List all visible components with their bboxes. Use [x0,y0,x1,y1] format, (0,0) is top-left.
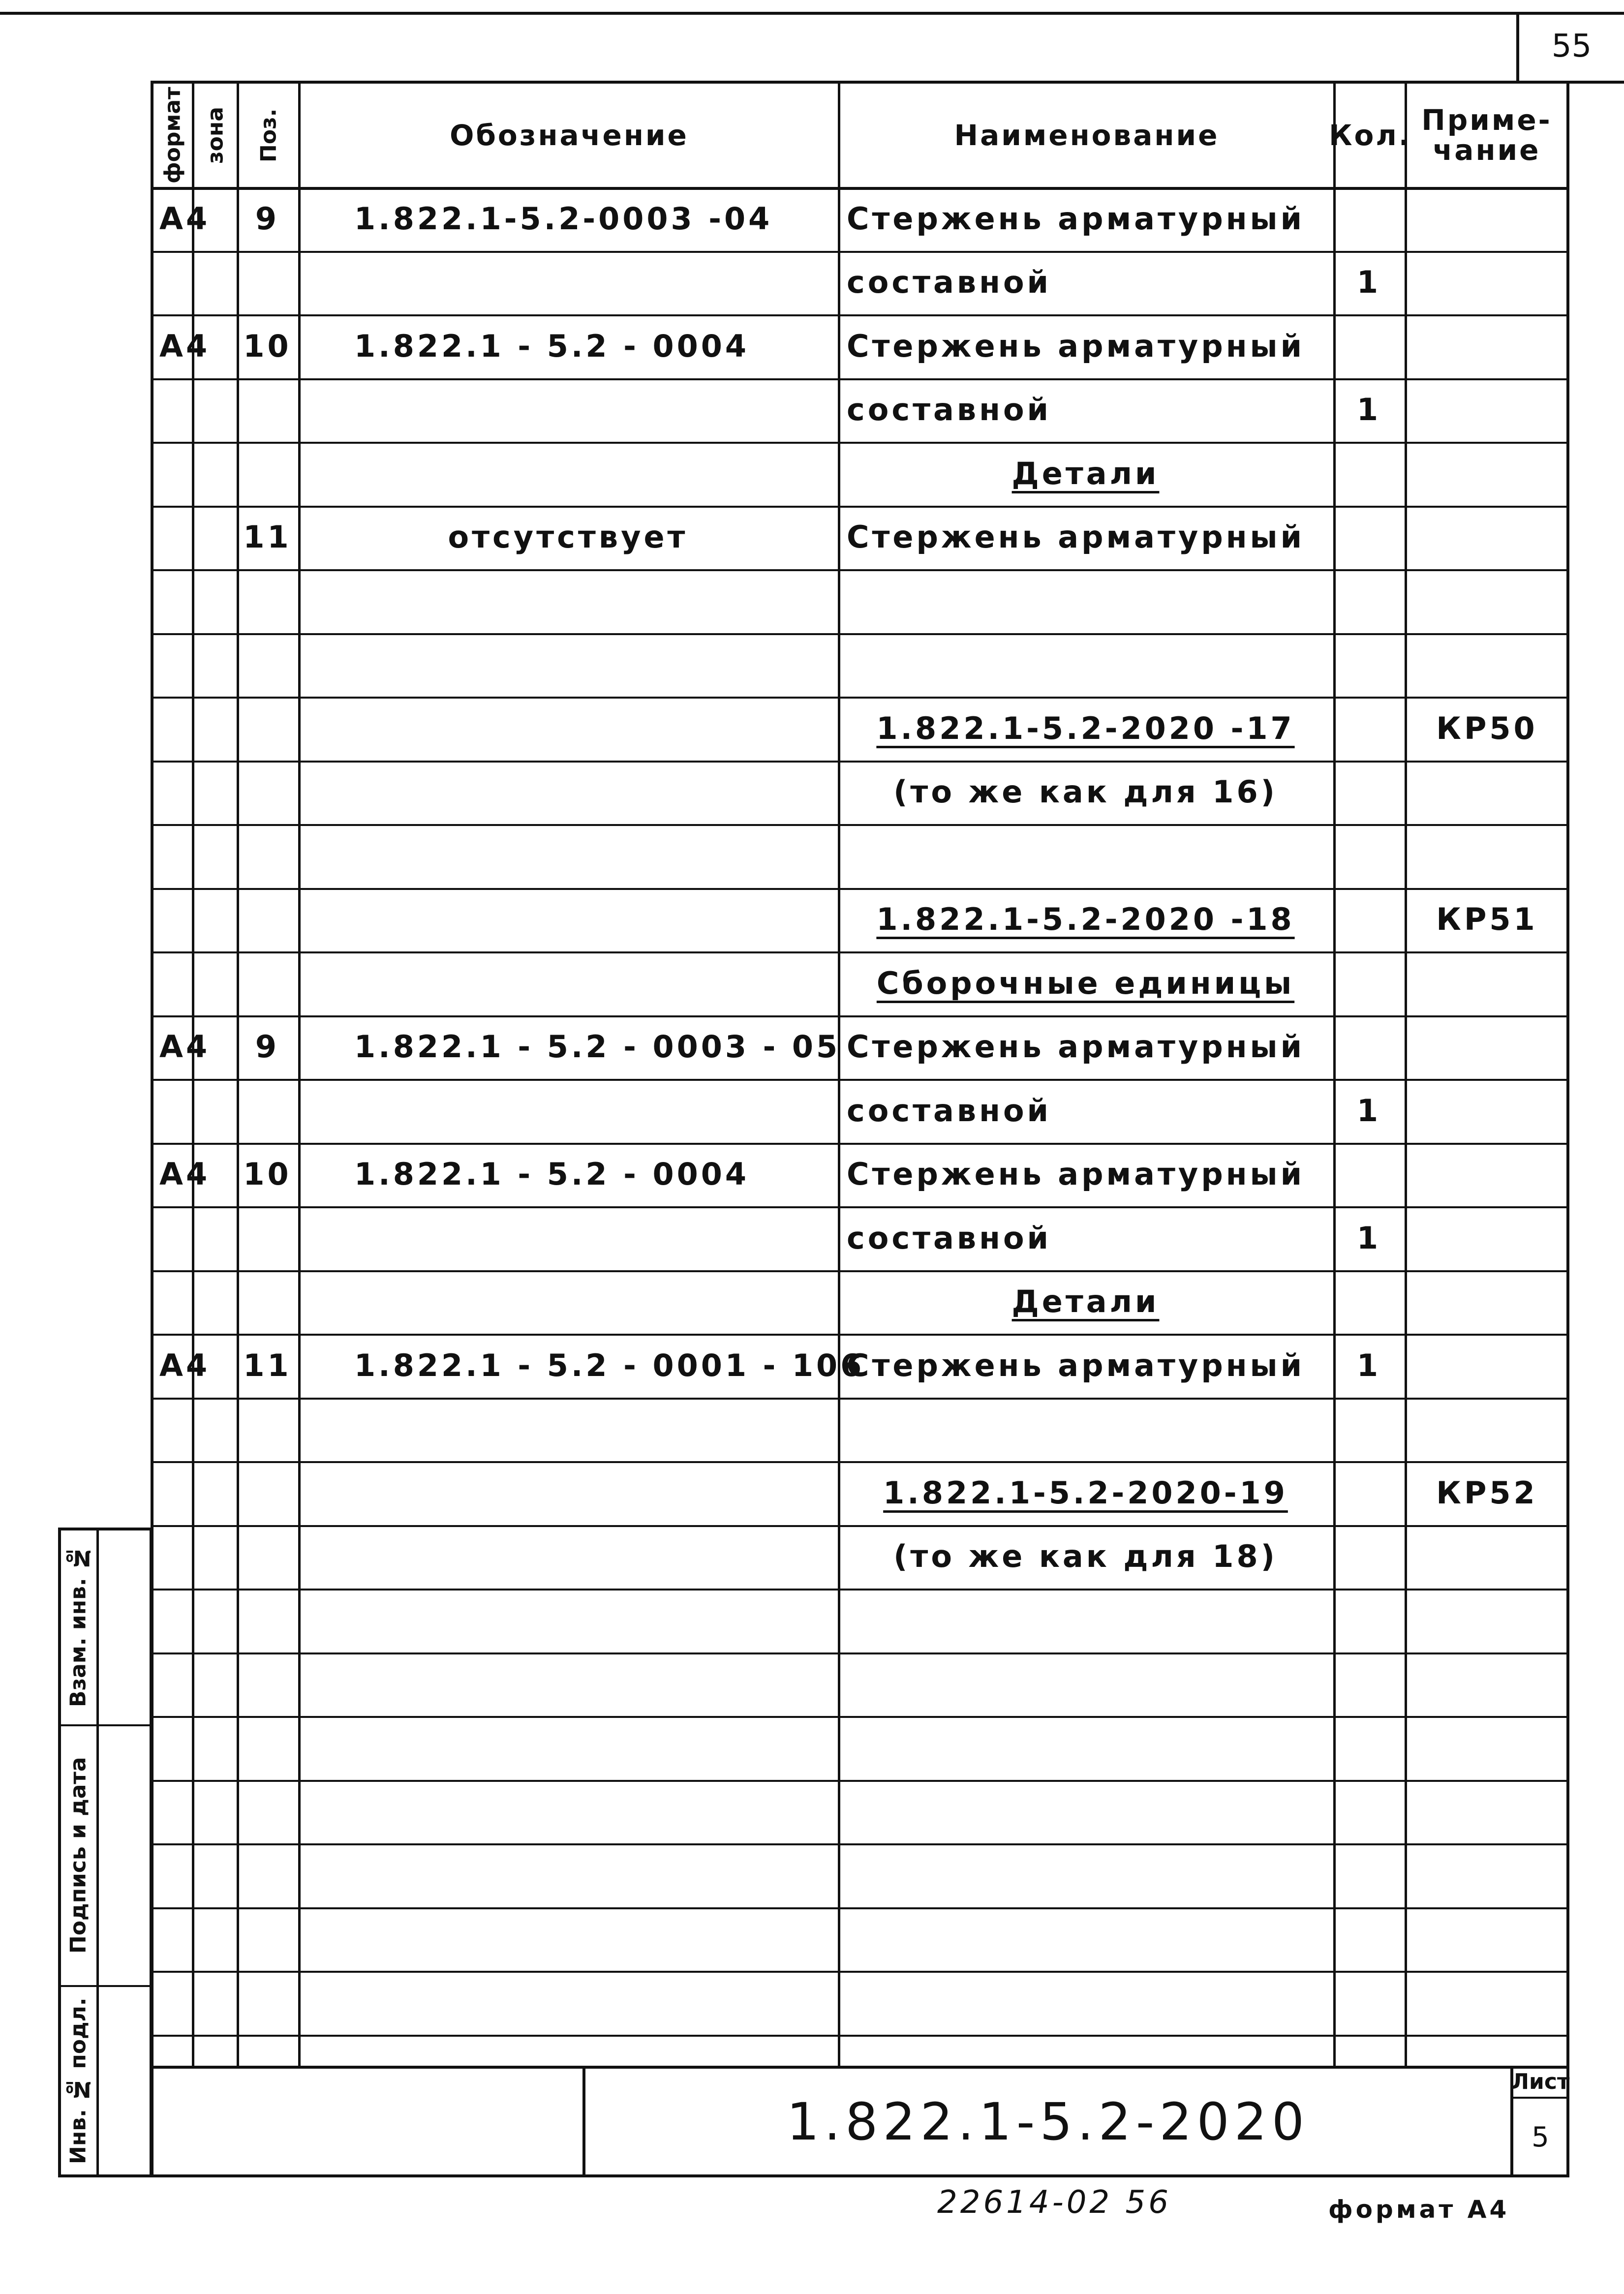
handwritten-number: 22614-02 56 [937,2184,1171,2221]
sheet-label: Лист [1511,2069,1570,2094]
header-name: Наименование [954,118,1220,152]
row-position [239,633,296,696]
row-quantity: 1 [1356,1347,1381,1383]
row-position [239,1525,296,1588]
row-format [153,1461,197,1524]
row-name: Стержень арматурный [847,328,1305,364]
row-note [1407,569,1567,632]
row-note [1407,251,1567,314]
row-format [153,1589,197,1652]
row-position: 9 [255,200,280,237]
row-format [153,251,197,314]
row-note [1407,1589,1567,1652]
row-designation [300,1652,890,1715]
header-note: Приме- чание [1421,103,1552,167]
row-name: составной [847,1092,1051,1129]
side-podpis: Подпись и дата [65,1757,91,1954]
row-note [1407,1971,1567,2034]
row-name [840,1589,1338,1652]
row-designation [300,1589,890,1652]
top-rule [0,12,1624,15]
sheet-number: 5 [1532,2121,1549,2153]
row-quantity [1335,1270,1403,1333]
row-name: Стержень арматурный [847,519,1305,555]
row-position [239,1780,296,1843]
row-designation: 1.822.1 - 5.2 - 0004 [354,1156,749,1192]
row-designation [300,251,890,314]
row-position [239,1652,296,1715]
row-name: 1.822.1-5.2-2020-19 [883,1474,1288,1511]
row-quantity [1335,1907,1403,1970]
side-stamp-divider [96,1528,99,2177]
row-position [239,569,296,632]
row-position [239,1270,296,1333]
row-name [840,569,1338,632]
row-designation [300,378,890,441]
row-quantity [1335,187,1403,250]
row-note [1407,1907,1567,1970]
row-designation [300,442,890,505]
row-name [840,1780,1338,1843]
row-note [1407,187,1567,250]
sheet-top-number: 55 [1516,12,1624,84]
row-designation [300,633,890,696]
row-position [239,378,296,441]
row-format [153,1843,197,1906]
row-quantity [1335,1716,1403,1779]
header-designation: Обозначение [450,118,689,152]
header-qty: Кол. [1329,118,1411,152]
row-format [153,824,197,887]
row-format [153,442,197,505]
row-designation [300,1716,890,1779]
row-position [239,824,296,887]
row-quantity [1335,697,1403,760]
row-quantity: 1 [1356,264,1381,300]
row-quantity [1335,442,1403,505]
row-format [153,1270,197,1333]
row-position [239,1461,296,1524]
row-name: Стержень арматурный [847,200,1305,237]
row-note [1407,1143,1567,1206]
row-name [840,1971,1338,2034]
row-designation: 1.822.1 - 5.2 - 0001 - 106 [354,1347,865,1383]
row-name [840,1398,1338,1461]
row-format: А4 [159,1347,211,1383]
row-note [1407,1843,1567,1906]
row-designation: 1.822.1 - 5.2 - 0004 [354,328,749,364]
row-name [840,633,1338,696]
row-name: Детали [1011,1284,1160,1319]
row-position [239,1589,296,1652]
row-note [1407,378,1567,441]
row-name [840,1652,1338,1715]
row-quantity [1335,633,1403,696]
row-format [153,888,197,951]
row-designation [300,1270,890,1333]
row-quantity [1335,1015,1403,1078]
row-position [239,1971,296,2034]
row-format [153,1716,197,1779]
row-note [1407,1270,1567,1333]
row-format [153,1907,197,1970]
row-note [1407,1780,1567,1843]
row-format: А4 [159,200,211,237]
row-note [1407,1015,1567,1078]
row-note [1407,1334,1567,1397]
side-stamp-sep-1 [58,1724,151,1726]
row-position [239,251,296,314]
row-designation [300,697,890,760]
row-designation [300,951,890,1014]
row-designation [300,1461,890,1524]
row-quantity [1335,888,1403,951]
row-note: КР50 [1436,710,1538,746]
row-note [1407,1716,1567,1779]
row-designation [300,1780,890,1843]
row-position [239,2098,296,2161]
header-pos: Поз. [256,108,281,162]
row-position [239,761,296,824]
row-designation [300,1971,890,2034]
row-designation [300,569,890,632]
row-quantity: 1 [1356,392,1381,428]
row-designation [300,1525,890,1588]
row-designation: 1.822.1 - 5.2 - 0003 - 05 [354,1029,841,1065]
row-quantity [1335,1525,1403,1588]
row-name: Стержень арматурный [847,1029,1305,1065]
header-format: формат [160,87,185,184]
row-quantity [1335,1461,1403,1524]
row-note [1407,506,1567,569]
row-quantity [1335,569,1403,632]
row-designation: 1.822.1-5.2-0003 -04 [354,200,773,237]
row-name: составной [847,392,1051,428]
row-position [239,1206,296,1269]
row-designation [300,888,890,951]
row-name: составной [847,264,1051,300]
row-format [153,697,197,760]
row-format [153,1079,197,1142]
row-designation [300,761,890,824]
row-quantity [1335,1780,1403,1843]
row-format [153,951,197,1014]
row-position [239,1843,296,1906]
row-name: Стержень арматурный [847,1156,1305,1192]
row-designation [300,1398,890,1461]
row-note [1407,442,1567,505]
row-quantity [1335,1843,1403,1906]
row-name: Стержень арматурный [847,1347,1305,1383]
row-format [153,1206,197,1269]
row-name [840,1716,1338,1779]
row-position [239,888,296,951]
row-format [153,2098,197,2161]
row-name [840,1907,1338,1970]
row-quantity [1335,1398,1403,1461]
row-quantity [1335,1589,1403,1652]
row-name [840,1843,1338,1906]
row-note [1407,951,1567,1014]
side-inv-podl: Инв. № подл. [65,1997,91,2165]
row-name [840,824,1338,887]
row-format [153,569,197,632]
row-name: (то же как для 16) [893,774,1278,810]
row-position: 10 [243,1156,292,1192]
row-name: Сборочные единицы [876,965,1295,1001]
row-format [153,761,197,824]
row-note [1407,761,1567,824]
row-designation [300,824,890,887]
row-format [153,378,197,441]
row-format [153,1971,197,2034]
row-note: КР51 [1436,901,1538,937]
row-position [239,1398,296,1461]
row-designation [300,1843,890,1906]
doc-code: 1.822.1-5.2-2020 [786,2091,1310,2152]
row-note [1407,824,1567,887]
row-quantity [1335,314,1403,377]
row-designation [300,1907,890,1970]
row-position [239,1907,296,1970]
row-quantity [1335,1971,1403,2034]
row-format [153,1398,197,1461]
row-note [1407,1525,1567,1588]
row-position [239,697,296,760]
row-format: А4 [159,328,211,364]
row-quantity: 1 [1356,1092,1381,1129]
row-format [153,506,197,569]
header-zone: зона [203,107,228,164]
row-quantity [1335,506,1403,569]
row-name: (то же как для 18) [893,1538,1278,1574]
side-vzam: Взам. инв. № [65,1545,91,1708]
row-designation: отсутствует [448,519,688,555]
row-designation [300,1206,890,1269]
row-position [239,1079,296,1142]
row-note [1407,1079,1567,1142]
row-format [153,1780,197,1843]
row-note [1407,1652,1567,1715]
sheet-label-sep [1510,2097,1569,2099]
row-position: 10 [243,328,292,364]
row-quantity [1335,824,1403,887]
row-name: Детали [1011,455,1160,491]
row-name: составной [847,1220,1051,1256]
side-stamp-sep-2 [58,1985,151,1987]
row-position [239,951,296,1014]
format-label: формат А4 [1328,2195,1510,2224]
row-note [1407,1206,1567,1269]
row-quantity [1335,1143,1403,1206]
row-name: 1.822.1-5.2-2020 -17 [876,710,1295,746]
row-position: 11 [243,1347,292,1383]
row-format [153,1652,197,1715]
row-note [1407,314,1567,377]
row-position [239,1716,296,1779]
row-designation [300,1079,890,1142]
row-quantity [1335,951,1403,1014]
row-format: А4 [159,1029,211,1065]
row-note [1407,633,1567,696]
row-position: 9 [255,1029,280,1065]
row-format [153,633,197,696]
row-quantity [1335,1652,1403,1715]
row-format [153,1525,197,1588]
row-format: А4 [159,1156,211,1192]
row-position [239,442,296,505]
row-note: КР52 [1436,1474,1538,1511]
row-quantity: 1 [1356,1220,1381,1256]
row-quantity [1335,761,1403,824]
row-position: 11 [243,519,292,555]
row-note [1407,1398,1567,1461]
row-name: 1.822.1-5.2-2020 -18 [876,901,1295,937]
